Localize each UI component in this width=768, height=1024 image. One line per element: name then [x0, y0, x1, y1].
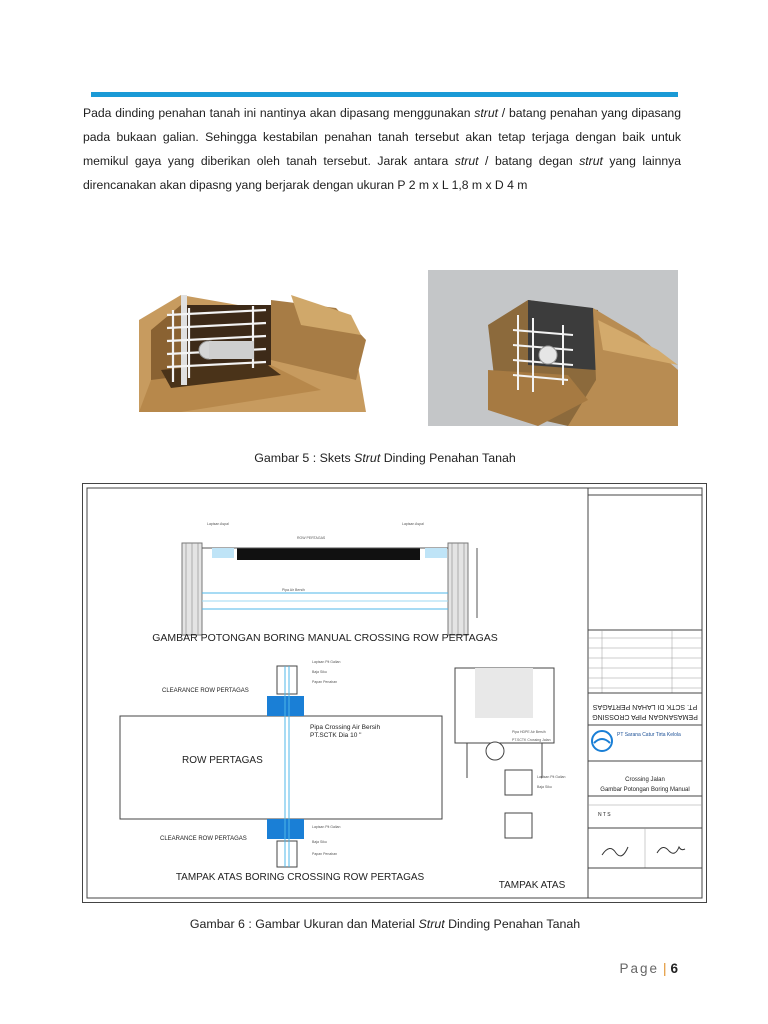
svg-text:GAMBAR POTONGAN BORING MANUAL: GAMBAR POTONGAN BORING MANUAL CROSSING ROW PERTAGAS — [152, 632, 498, 644]
body-paragraph: Pada dinding penahan tanah ini nantinya akan dipasang menggunakan strut / batang penahan yang dipasang pada bukaan galian. Sehingga kestabilan penahan tanah tersebut akan tetap terjaga dengan baik untuk memikul gaya yang diberikan oleh tanah tersebut. Jarak antara strut / batang degan strut yang lainnya direncanakan akan dipasng yang berjarak dengan ukuran P 2 m x L 1,8 m x D 4 m — [83, 106, 682, 192]
svg-text:Crossing Jalan: Crossing Jalan — [625, 777, 665, 783]
svg-text:PT Sarana Catur Tirta Kelola: PT Sarana Catur Tirta Kelola — [617, 732, 681, 738]
figure-5-caption: Gambar 5 : Skets Strut Dinding Penahan Tanah — [254, 451, 516, 465]
svg-text:PEMASANGAN PIPA CROSSING: PEMASANGAN PIPA CROSSING — [592, 713, 698, 720]
svg-text:Papan Penahan: Papan Penahan — [312, 852, 338, 856]
svg-text:Baja Siku: Baja Siku — [312, 840, 327, 844]
svg-text:PT. SCTK DI LAHAN PERTAGAS: PT. SCTK DI LAHAN PERTAGAS — [592, 703, 698, 710]
svg-text:N T S: N T S — [598, 812, 611, 818]
svg-text:Pipa HDPE Air Bersih: Pipa HDPE Air Bersih — [512, 730, 546, 734]
svg-text:Papan Penahan: Papan Penahan — [312, 680, 338, 684]
svg-text:Lapisan Pit Galian: Lapisan Pit Galian — [312, 825, 341, 829]
strut-sketch-image-1 — [121, 270, 366, 412]
svg-text:Lapisan Aspal: Lapisan Aspal — [207, 522, 229, 526]
svg-text:ROW PERTAGAS: ROW PERTAGAS — [297, 536, 326, 540]
svg-text:TAMPAK ATAS: TAMPAK ATAS — [498, 880, 566, 891]
svg-text:Pipa Air Bersih: Pipa Air Bersih — [282, 588, 305, 592]
svg-text:Gambar Potongan Boring Manual: Gambar Potongan Boring Manual — [600, 787, 690, 793]
header-rule — [91, 92, 678, 97]
svg-text:PT.SCTK Crossing Jalan: PT.SCTK Crossing Jalan — [512, 738, 551, 742]
svg-text:Lapisan Pit Galian: Lapisan Pit Galian — [537, 775, 566, 779]
strut-sketch-image-2 — [428, 270, 678, 426]
svg-text:Baja Siku: Baja Siku — [537, 785, 552, 789]
svg-text:Pipa Crossing Air Bersih: Pipa Crossing Air Bersih — [310, 724, 381, 731]
engineering-drawing — [82, 483, 707, 903]
svg-text:Lapisan Aspal: Lapisan Aspal — [402, 522, 424, 526]
svg-text:CLEARANCE ROW PERTAGAS: CLEARANCE ROW PERTAGAS — [160, 836, 247, 842]
svg-text:PT.SCTK Dia 10 ": PT.SCTK Dia 10 " — [310, 732, 362, 739]
page-number: Page | 6 — [619, 961, 678, 976]
svg-text:Lapisan Pit Galian: Lapisan Pit Galian — [312, 660, 341, 664]
svg-text:CLEARANCE ROW PERTAGAS: CLEARANCE ROW PERTAGAS — [162, 688, 249, 694]
svg-text:TAMPAK ATAS BORING CROSSING RO: TAMPAK ATAS BORING CROSSING ROW PERTAGAS — [175, 872, 425, 883]
svg-text:ROW PERTAGAS: ROW PERTAGAS — [182, 755, 263, 766]
svg-text:Baja Siku: Baja Siku — [312, 670, 327, 674]
figure-6-caption: Gambar 6 : Gambar Ukuran dan Material Strut Dinding Penahan Tanah — [189, 917, 581, 931]
